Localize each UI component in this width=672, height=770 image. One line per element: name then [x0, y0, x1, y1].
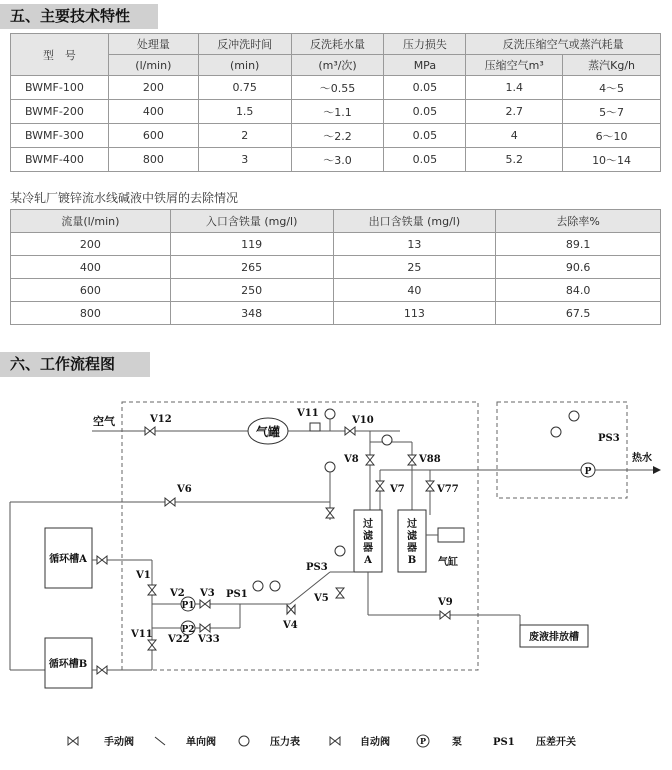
- header-model: 型 号: [11, 34, 109, 76]
- pressure-gauge-icon: [253, 581, 263, 591]
- pump-p1[interactable]: [181, 597, 195, 611]
- valve-v88[interactable]: [408, 454, 441, 465]
- tank-a: [45, 528, 92, 588]
- legend-ps-symbol: PS1: [493, 737, 515, 748]
- header-backwash-time: 反冲洗时间: [198, 34, 291, 55]
- table-cell: 113: [333, 302, 496, 325]
- pressure-gauge-icon: [270, 581, 280, 591]
- legend-pump: 泵: [452, 737, 462, 748]
- valve-v77[interactable]: [426, 481, 459, 495]
- valve-v3[interactable]: [200, 600, 210, 608]
- air-label: 空气: [93, 415, 115, 428]
- table-cell: 600: [108, 124, 198, 148]
- table-cell: 25: [333, 256, 496, 279]
- header-air: 压缩空气m³: [466, 55, 563, 76]
- valve-v9[interactable]: [437, 597, 453, 619]
- legend-check-valve: 单向阀: [186, 737, 216, 748]
- valve-v12-label: V12: [150, 414, 172, 425]
- table-cell: 400: [108, 100, 198, 124]
- ps1-label: PS1: [226, 589, 248, 600]
- table-row: [11, 100, 661, 124]
- table-cell: 800: [11, 302, 171, 325]
- header-pressure-loss-unit: MPa: [384, 55, 466, 76]
- table-cell: 4: [466, 124, 563, 148]
- manual-valve-icon[interactable]: [97, 556, 107, 564]
- table-cell: 0.05: [384, 76, 466, 100]
- manual-valve-icon: [68, 737, 78, 745]
- waste-tank-label: 废液排放槽: [529, 632, 579, 643]
- table-cell: 600: [11, 279, 171, 302]
- iron-table-caption: 某冷轧厂镀锌流水线碱液中铁屑的去除情况: [10, 191, 239, 205]
- section-5-heading: 五、主要技术特性: [0, 4, 158, 29]
- table-cell: ～0.55: [291, 76, 384, 100]
- table-cell: 800: [108, 148, 198, 172]
- valve-v10[interactable]: [345, 415, 374, 435]
- valve-v2-label: V2: [170, 588, 185, 599]
- valve-v11-left[interactable]: [130, 629, 156, 650]
- table-row: [11, 76, 661, 100]
- table-cell: 0.75: [198, 76, 291, 100]
- valve-v5[interactable]: [313, 588, 344, 604]
- valve-v6-label: V6: [177, 484, 192, 495]
- table-cell: 4～5: [563, 76, 661, 100]
- table-row: [11, 256, 661, 279]
- table-cell: 67.5: [496, 302, 661, 325]
- filter-a-char: 滤: [363, 531, 373, 542]
- table-cell: ～3.0: [291, 148, 384, 172]
- table-cell: 348: [170, 302, 333, 325]
- table-cell: 400: [11, 256, 171, 279]
- table-cell: 6～10: [563, 124, 661, 148]
- table-cell: 0.05: [384, 124, 466, 148]
- header-capacity-unit: (l/min): [108, 55, 198, 76]
- manual-valve-icon[interactable]: [97, 666, 107, 674]
- pump-p[interactable]: [581, 463, 595, 477]
- spec-table: [10, 33, 661, 172]
- legend: [68, 735, 576, 748]
- table-cell: 3: [198, 148, 291, 172]
- table-cell: BWMF-200: [11, 100, 109, 124]
- iron-table: [10, 209, 661, 325]
- filter-a-char: 器: [363, 543, 373, 554]
- cylinder-label: 气缸: [438, 557, 458, 568]
- table-row: [11, 148, 661, 172]
- valve-v11-top[interactable]: [296, 408, 335, 431]
- table-cell: 0.05: [384, 148, 466, 172]
- valve-v3-label: V3: [200, 588, 215, 599]
- table-cell: 13: [333, 233, 496, 256]
- ps3-right-label: PS3: [598, 433, 620, 444]
- pressure-gauge-icon: [382, 435, 392, 445]
- valve-v6[interactable]: [165, 484, 192, 506]
- ps3-mid-label: PS3: [306, 562, 328, 573]
- iron-header-rate: 去除率%: [496, 210, 661, 233]
- pump-p2-label: P2: [181, 625, 195, 635]
- pressure-gauge-icon: [325, 462, 335, 472]
- filter-b: [398, 510, 426, 572]
- table-row: [11, 233, 661, 256]
- table-row: [11, 302, 661, 325]
- table-cell: ～1.1: [291, 100, 384, 124]
- valve-v8[interactable]: [343, 454, 374, 465]
- legend-pressure-gauge: 压力表: [270, 737, 300, 748]
- valve-v8-label: V8: [344, 454, 359, 465]
- header-steam: 蒸汽Kg/h: [563, 55, 661, 76]
- filter-b-char: B: [407, 555, 417, 566]
- table-cell: 200: [11, 233, 171, 256]
- iron-header-inlet: 入口含铁量 (mg/l): [170, 210, 333, 233]
- filter-a-char: A: [364, 555, 372, 566]
- table-cell: 84.0: [496, 279, 661, 302]
- legend-manual-valve: 手动阀: [104, 737, 134, 748]
- tank-b-label: 循环槽B: [48, 659, 88, 670]
- pump-p1-label: P1: [181, 601, 195, 611]
- table-cell: 200: [108, 76, 198, 100]
- table-cell: 5.2: [466, 148, 563, 172]
- table-cell: 2.7: [466, 100, 563, 124]
- waste-tank: [520, 625, 588, 647]
- valve-v4-label: V4: [283, 620, 298, 631]
- valve-v5-label: V5: [314, 593, 329, 604]
- hot-water-label: 热水: [632, 453, 652, 464]
- valve-v7-label: V7: [390, 484, 405, 495]
- legend-pressure-switch: 压差开关: [536, 737, 576, 748]
- valve-v12[interactable]: [145, 414, 172, 435]
- table-cell: 250: [170, 279, 333, 302]
- cylinder: [426, 528, 464, 568]
- table-cell: 265: [170, 256, 333, 279]
- pump-p2[interactable]: [181, 621, 195, 635]
- filter-b-char: 器: [407, 543, 417, 554]
- check-valve-icon: [155, 737, 165, 745]
- table-cell: ～2.2: [291, 124, 384, 148]
- valve-v33[interactable]: [200, 624, 210, 632]
- table-row: [11, 124, 661, 148]
- legend-auto-valve: 自动阀: [360, 737, 390, 748]
- iron-header-outlet: 出口含铁量 (mg/l): [333, 210, 496, 233]
- header-water-use-unit: (m³/次): [291, 55, 384, 76]
- table-cell: 10～14: [563, 148, 661, 172]
- gas-tank-label: 气罐: [255, 425, 281, 439]
- pressure-gauge-icon: [239, 736, 249, 746]
- tank-a-label: 循环槽A: [49, 554, 87, 565]
- valve-v10-label: V10: [352, 415, 374, 426]
- manual-valve-icon[interactable]: [326, 508, 334, 518]
- valve-v11-top-label: V11: [297, 408, 319, 419]
- filter-a-char: 过: [363, 519, 373, 530]
- valve-v4[interactable]: [282, 605, 298, 631]
- header-backwash-time-unit: (min): [198, 55, 291, 76]
- table-cell: 90.6: [496, 256, 661, 279]
- table-cell: BWMF-100: [11, 76, 109, 100]
- valve-v9-label: V9: [438, 597, 453, 608]
- header-pressure-loss: 压力损失: [384, 34, 466, 55]
- valve-v77-label: V77: [437, 484, 459, 495]
- valve-v33-label: V33: [198, 634, 220, 645]
- table-cell: 0.05: [384, 100, 466, 124]
- header-air-steam: 反洗压缩空气或蒸汽耗量: [466, 34, 661, 55]
- valve-v1-label: V1: [136, 570, 151, 581]
- table-cell: 1.5: [198, 100, 291, 124]
- flow-diagram: [0, 380, 672, 770]
- table-cell: BWMF-300: [11, 124, 109, 148]
- table-cell: 119: [170, 233, 333, 256]
- pressure-gauge-icon: [551, 427, 561, 437]
- table-cell: BWMF-400: [11, 148, 109, 172]
- pressure-gauge-icon: [569, 411, 579, 421]
- table-cell: 1.4: [466, 76, 563, 100]
- pump-p-label: P: [584, 467, 592, 477]
- section-6-heading: 六、工作流程图: [0, 352, 150, 377]
- auto-valve-icon: [330, 737, 340, 745]
- gas-tank: [248, 418, 288, 444]
- table-cell: 89.1: [496, 233, 661, 256]
- table-cell: 2: [198, 124, 291, 148]
- heater-skid-boundary: [497, 402, 627, 498]
- header-water-use: 反洗耗水量: [291, 34, 384, 55]
- legend-pump-symbol: P: [419, 736, 427, 746]
- valve-v22-label: V22: [168, 634, 190, 645]
- filter-b-char: 过: [407, 519, 417, 530]
- table-cell: 5～7: [563, 100, 661, 124]
- table-cell: 40: [333, 279, 496, 302]
- table-row: [11, 279, 661, 302]
- filter-b-char: 滤: [407, 531, 417, 542]
- valve-v1[interactable]: [135, 570, 156, 595]
- valve-v11-left-label: V11: [131, 629, 153, 640]
- filter-a: [354, 510, 382, 572]
- header-capacity: 处理量: [108, 34, 198, 55]
- pressure-gauge-icon: [335, 546, 345, 556]
- iron-header-flow: 流量(l/min): [11, 210, 171, 233]
- tank-b: [45, 638, 92, 688]
- valve-v88-label: V88: [419, 454, 441, 465]
